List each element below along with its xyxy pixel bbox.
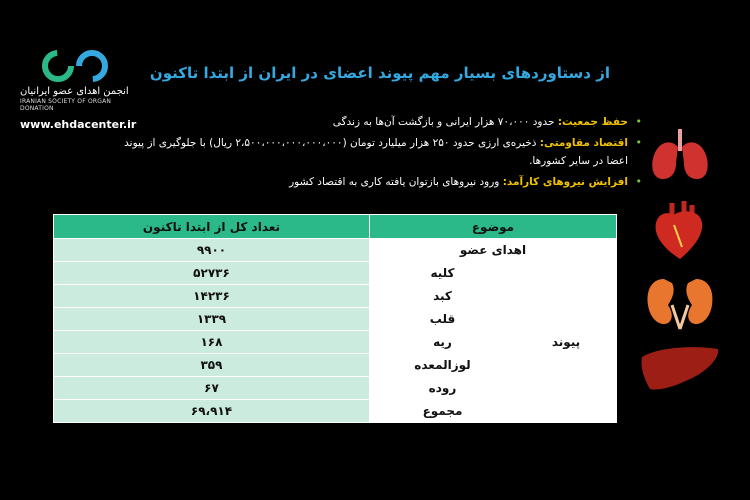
table-header-row [54, 215, 617, 239]
website-link[interactable]: www.ehdacenter.ir [20, 118, 137, 131]
list-item [122, 113, 642, 131]
row-value: ۶۷ [54, 377, 370, 400]
bullet-keyword: حفظ جمعیت: [557, 116, 628, 128]
kidneys-icon [642, 275, 718, 331]
donation-label: اهدای عضو [369, 239, 616, 262]
bullet-text: ورود نیروهای بازتوان یافته کاری به اقتصاد کشور [289, 176, 500, 188]
achievements-list [122, 113, 642, 194]
row-value: ۱۴۲۳۶ [54, 285, 370, 308]
list-item [122, 173, 642, 191]
bullet-icon: • [635, 175, 642, 188]
row-label: کبد [369, 285, 515, 308]
row-value: ۱۳۳۹ [54, 308, 370, 331]
logo-name-fa: انجمن اهدای عضو ایرانیان [20, 86, 129, 97]
row-label: روده [369, 377, 515, 400]
row-label: لوزالمعده [369, 354, 515, 377]
lungs-icon [645, 125, 715, 185]
bullet-icon: • [635, 136, 642, 149]
row-label: کلیه [369, 262, 515, 285]
total-value: ۶۹،۹۱۴ [54, 400, 370, 423]
row-label: قلب [369, 308, 515, 331]
total-label: مجموع [369, 400, 515, 423]
list-item [122, 134, 642, 170]
bullet-keyword: افزایش نیروهای کارآمد: [502, 176, 628, 188]
donation-value: ۹۹۰۰ [54, 239, 370, 262]
transplant-group-label: پیوند [516, 262, 617, 423]
header-total: تعداد کل از ابتدا تاکنون [54, 215, 370, 239]
logo-name-en: IRANIAN SOCIETY OF ORGAN DONATION [20, 98, 112, 112]
bullet-keyword: اقتصاد مقاومتی: [539, 137, 628, 149]
organ-illustrations [630, 125, 730, 405]
row-value: ۳۵۹ [54, 354, 370, 377]
liver-icon [638, 343, 722, 393]
table-row [54, 262, 617, 285]
organ-donation-logo-icon [40, 48, 120, 84]
page-title: از دستاوردهای بسیار مهم پیوند اعضای در ایران از ابتدا تاکنون [149, 64, 610, 82]
bullet-icon: • [635, 115, 642, 128]
table-row [54, 239, 617, 262]
bullet-text: ذخیره‌ی ارزی حدود ۲۵۰ هزار میلیارد تومان (۲،۵۰۰،۰۰۰،۰۰۰،۰۰۰،۰۰۰ ریال) با جلوگیری از پیوند اعضا در سایر کشورها. [124, 137, 628, 167]
row-value: ۵۲۷۳۶ [54, 262, 370, 285]
statistics-table [53, 214, 617, 423]
header-topic: موضوع [369, 215, 616, 239]
bullet-text: حدود ۷۰،۰۰۰ هزار ایرانی و بازگشت آن‌ها به زندگی [332, 116, 555, 128]
row-label: ریه [369, 331, 515, 354]
row-value: ۱۶۸ [54, 331, 370, 354]
heart-icon [650, 197, 710, 263]
